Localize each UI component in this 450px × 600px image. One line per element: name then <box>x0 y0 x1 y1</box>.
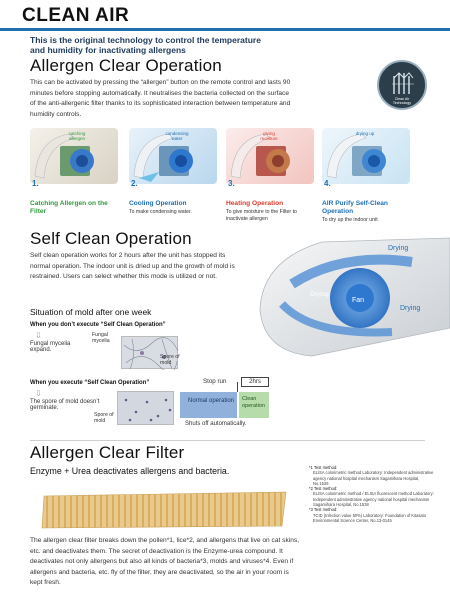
footnote-3-title: *3 Test method: <box>309 507 338 513</box>
footnote-1-body: ELISA colorimetric method Laboratory: Independent administrative agency national hospital mechanism Sagamihara Hospital, No.1536 <box>313 470 434 486</box>
timeline-duration: 2hrs <box>241 377 269 387</box>
step-3-title: Heating Operation <box>226 200 284 207</box>
self-clean-title: Self Clean Operation <box>30 229 192 248</box>
step-2-desc: To make condensing water. <box>129 209 192 215</box>
badge-label: Clean Air Technology <box>392 97 412 106</box>
case-2-title: When you execute “Self Clean Operation” <box>30 380 150 386</box>
allergen-filter-title: Allergen Clear Filter <box>30 443 185 462</box>
step-4-title: AIR Purify Self-Clean Operation <box>322 200 388 215</box>
footnote-2-body: ELISA colorimetric method / ELISA fluorescent method Laboratory: Independent administrative agency national hospital mechanism Sagamihara Hospital, No.1538 <box>313 491 434 508</box>
step-3-caption: giving moisture <box>260 131 278 141</box>
case-1-arrow-icon: ⇩ <box>35 331 42 340</box>
filter-image <box>40 490 290 530</box>
drying-label-right: Drying <box>400 305 421 312</box>
fan-label: Fan <box>352 297 365 304</box>
case-2-label-spore: Spore of mold <box>94 412 114 424</box>
header-divider <box>0 28 450 31</box>
step-1-title: Catching Allergen on the Filter <box>30 200 108 215</box>
step-3-number: 3. <box>228 179 235 188</box>
footnote-2-title: *2 Test method: <box>309 486 338 492</box>
footnote-1-title: *1 Test method: <box>309 465 338 470</box>
timeline-clean-operation: Clean operation <box>239 392 269 418</box>
case-1-title: When you don’t execute “Self Clean Operation” <box>30 322 166 328</box>
allergen-filter-body: The allergen clear filter breaks down the pollen*1, lice*2, and allergens that live on cat skins, etc. and deactivates them. The secret of deactivation is the Enzyme-urea compound. It deactivates not only allergens but also all kinds of bacteria*3, molds and viruses*4. Even if allergens and bacteria, etc. fly of the filter, they are deactivated, so the air in your room is kept fresh. <box>30 537 300 586</box>
allergen-clear-title: Allergen Clear Operation <box>30 56 222 75</box>
step-1-caption: catching allergen <box>68 131 86 141</box>
step-4-number: 4. <box>324 179 331 188</box>
page-title: CLEAN AIR <box>22 5 130 26</box>
drying-label-top: Drying <box>388 245 409 252</box>
timeline-marker <box>237 382 238 392</box>
section-divider <box>30 440 425 441</box>
case-1-result: Fungal mycelia expand. <box>30 341 71 353</box>
drying-label-left: Drying <box>310 291 329 298</box>
clean-air-badge <box>377 60 427 110</box>
mold-heading: Situation of mold after one week <box>30 307 152 317</box>
allergen-filter-subtitle: Enzyme + Urea deactivates allergens and bacteria. <box>30 466 230 476</box>
timeline-shuts-off: Shuts off automatically. <box>185 421 247 427</box>
self-clean-body: Self clean operation works for 2 hours after the unit has stopped its normal operation. The indoor unit is dried up and the growth of mold is restrained. Users can select whether this mode is utilized or not. <box>30 252 235 280</box>
case-2-arrow-icon: ⇩ <box>35 389 42 398</box>
footnote-3-body: TCID (Infection value 50%) Laboratory: Foundation of Kitasato Environmental Science Center, No.13-0145 <box>313 512 427 523</box>
case-1-label-spore: Spore of mold <box>160 354 180 366</box>
step-2-number: 2. <box>131 179 138 188</box>
timeline-stop-run: Stop run <box>203 378 227 385</box>
step-3-desc: To give moisture to the Filter to inactivate allergen <box>226 209 297 222</box>
intro-text: This is the original technology to control the temperature and humidity for inactivating allergens <box>30 35 261 55</box>
case-2-microscope-image <box>117 391 174 425</box>
case-2-result: The spore of mold doesn’t germinate. <box>30 399 100 411</box>
timeline-normal-operation: Normal operation <box>180 392 237 418</box>
step-4-desc: To dry up the indoor unit <box>322 217 378 223</box>
step-2-title: Cooling Operation <box>129 200 187 207</box>
step-4-caption: drying up <box>355 131 375 136</box>
step-4-illustration <box>322 128 410 184</box>
footnotes <box>309 465 434 523</box>
self-clean-diagram <box>252 232 450 362</box>
step-2-caption: condensing water <box>165 131 189 141</box>
step-1-number: 1. <box>32 179 39 188</box>
case-1-label-mycelia: Fungal mycelia <box>92 332 110 344</box>
allergen-clear-body: This can be activated by pressing the “allergen” button on the remote control and lasts 90 minutes before stopping automatically. It neutralises the bacteria collected on the surface of the anti-allergenic filter thanks to its sophisticated interaction between temperature and humidity controls. <box>30 79 291 118</box>
clean-air-logo-icon <box>391 70 415 96</box>
